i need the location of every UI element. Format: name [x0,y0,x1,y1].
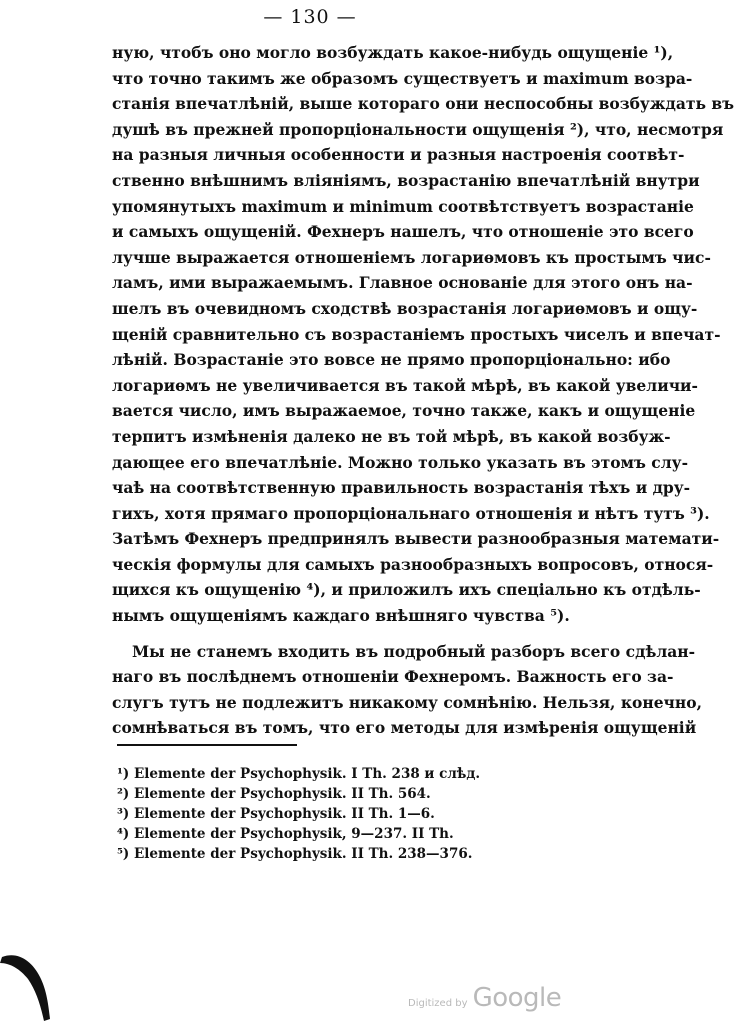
footnote-3: ³) Elemente der Psychophysik. II Th. 1—6. [117,806,435,822]
body-text [112,40,734,741]
paragraph-2 [112,639,702,741]
text-line: гихъ, хотя прямаго пропорціональнаго отношенія и нѣтъ тутъ ³). [112,503,710,523]
text-line: упомянутыхъ maximum и minimum соотвѣтствуетъ возрастаніе [112,196,694,216]
text-line: сомнѣваться въ томъ, что его методы для измѣренія ощущеній [112,718,697,738]
text-line: ную, чтобъ оно могло возбуждать какое-нибудь ощущеніе ¹), [112,43,674,62]
footnotes [117,764,597,864]
footnote-1: ¹) Elemente der Psychophysik. I Th. 238 и слѣд. [117,766,481,782]
text-line: на разныя личныя особенности и разныя настроенія соотвѣт- [112,145,685,165]
text-line: и самыхъ ощущеній. Фехнеръ нашелъ, что отношеніе это всего [112,222,694,242]
text-line: станія впечатлѣній, выше котораго они неспособны возбуждать въ [112,94,734,114]
text-line: шелъ въ очевидномъ сходствѣ возрастанія логариѳмовъ и ощу- [112,298,698,318]
text-line: нымъ ощущеніямъ каждаго внѣшняго чувства ⁵). [112,606,570,626]
text-line: дающее его впечатлѣніе. Можно только указать въ этомъ слу- [112,452,689,472]
text-line: ламъ, ими выражаемымъ. Главное основаніе для этого онъ на- [112,273,693,293]
text-line: наго въ послѣднемъ отношеніи Фехнеромъ. Важность его за- [112,667,674,687]
text-line: Мы не станемъ входить въ подробный разборъ всего сдѣлан- [132,641,696,661]
text-line: душѣ въ прежней пропорціональности ощущенія ²), что, несмотря [112,119,724,139]
text-line: ственно внѣшнимъ вліяніямъ, возрастанію впечатлѣній внутри [112,170,700,190]
watermark-prefix: Digitized by [408,998,468,1009]
text-line: логариѳмъ не увеличивается въ такой мѣрѣ, въ какой увеличи- [112,375,698,395]
digitized-by-google-watermark [408,983,561,1013]
text-line: ческія формулы для самыхъ разнообразныхъ вопросовъ, относя- [112,554,714,574]
text-line: что точно такимъ же образомъ существуетъ и maximum возра- [112,68,693,88]
ink-stroke-mark [0,945,70,1025]
text-line: вается число, имъ выражаемое, точно также, какъ и ощущеніе [112,401,696,421]
paragraph-1 [112,40,734,629]
footnote-4: ⁴) Elemente der Psychophysik, 9—237. II Th. [117,826,454,842]
text-line: Затѣмъ Фехнеръ предпринялъ вывести разнообразныя математи- [112,529,720,549]
text-line: щихся къ ощущенію ⁴), и приложилъ ихъ спеціально къ отдѣль- [112,580,701,600]
google-logo: Google [472,983,562,1013]
text-line: чаѣ на соотвѣтственную правильность возрастанія тѣхъ и дру- [112,478,691,498]
footnote-2: ²) Elemente der Psychophysik. II Th. 564. [117,786,431,802]
text-line: лѣній. Возрастаніе это вовсе не прямо пропорціонально: ибо [112,350,671,370]
text-line: терпитъ измѣненія далеко не въ той мѣрѣ, въ какой возбуж- [112,426,671,446]
footnote-5: ⁵) Elemente der Psychophysik. II Th. 238—376. [117,846,473,862]
footnote-rule [117,744,297,746]
text-line: щеній сравнительно съ возрастаніемъ простыхъ чиселъ и впечат- [112,324,721,344]
page-number: — 130 — [263,6,357,28]
text-line: лучше выражается отношеніемъ логариѳмовъ къ простымъ чис- [112,247,711,267]
text-line: слугъ тутъ не подлежитъ никакому сомнѣнію. Нельзя, конечно, [112,692,702,712]
